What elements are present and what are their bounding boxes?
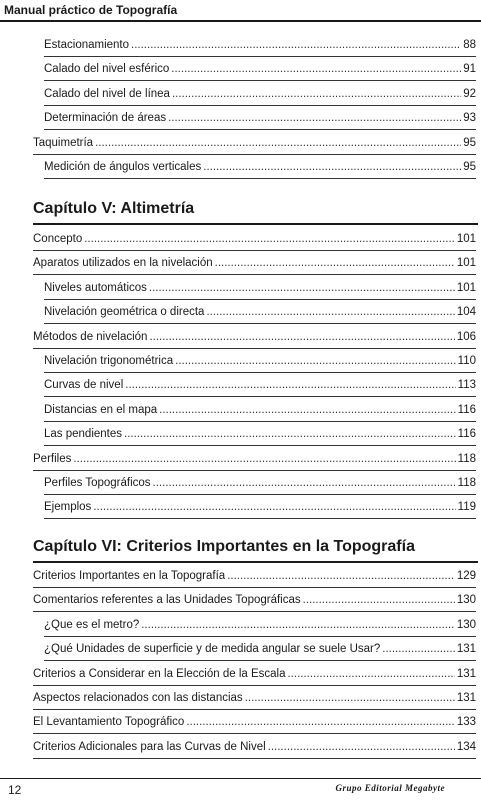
toc-entry[interactable]	[44, 278, 476, 300]
toc-entry-label: Aparatos utilizados en la nivelación	[33, 257, 213, 270]
dot-leader	[124, 428, 456, 440]
toc-entry-page: 118	[457, 452, 476, 465]
toc-entry[interactable]	[33, 133, 476, 155]
toc-entry-line	[44, 39, 476, 51]
dot-leader	[206, 306, 454, 318]
dot-leader	[303, 594, 455, 606]
toc-entry[interactable]	[44, 497, 476, 519]
toc-entry-label: Las pendientes	[44, 428, 123, 441]
toc-entry-page: 101	[456, 257, 476, 270]
dot-leader	[149, 282, 455, 294]
toc-entry[interactable]	[33, 712, 476, 734]
toc-entry[interactable]	[33, 566, 476, 588]
toc-entry[interactable]	[44, 35, 476, 57]
toc-entry[interactable]	[33, 327, 476, 349]
toc-entry-label: Estacionamiento	[44, 39, 130, 51]
toc-entry-label: Criterios Importantes en la Topografía	[33, 570, 226, 582]
toc-entry-label: Calado del nivel de línea	[44, 87, 170, 100]
toc-entry[interactable]	[33, 737, 476, 759]
toc-entry-page: 118	[457, 477, 476, 489]
toc-entry-label: Distancias en el mapa	[44, 403, 158, 416]
toc-entry-label: El Levantamiento Topográfico	[33, 716, 185, 729]
dot-leader	[93, 501, 455, 513]
toc-entry-page: 116	[457, 403, 476, 416]
dot-leader	[172, 88, 461, 100]
dot-leader	[125, 379, 455, 391]
publisher-name: Grupo Editorial Megabyte	[335, 783, 445, 793]
dot-leader	[245, 692, 455, 704]
toc-entry-page: 101	[456, 233, 476, 245]
toc-entry-line	[44, 88, 476, 100]
dot-leader	[227, 570, 455, 582]
dot-leader	[168, 112, 461, 124]
toc-entry-line	[33, 741, 476, 753]
toc-entry-label: Perfiles Topográficos	[44, 477, 151, 489]
toc-entry-page: 130	[456, 618, 476, 631]
toc-entry-label: Taquimetría	[33, 136, 94, 149]
toc-entry-line	[33, 137, 476, 149]
toc-entry[interactable]	[44, 108, 476, 130]
dot-leader	[84, 233, 455, 245]
dot-leader	[186, 716, 455, 728]
dot-leader	[131, 39, 461, 51]
toc-entry-line	[33, 668, 476, 680]
toc-entry[interactable]	[44, 84, 476, 106]
toc-entry-label: Curvas de nivel	[44, 379, 124, 392]
toc-entry[interactable]	[33, 590, 476, 612]
toc-entry-label: Métodos de nivelación	[33, 330, 148, 343]
dot-leader	[95, 137, 461, 149]
toc-entry-page: 131	[456, 667, 476, 680]
toc-entry-line	[33, 257, 476, 269]
toc-entry[interactable]	[44, 351, 476, 373]
toc-entry-line	[44, 379, 476, 391]
book-title: Manual práctico de Topografía	[4, 3, 178, 17]
toc-entry-page: 131	[456, 692, 476, 704]
toc-entry[interactable]	[44, 59, 476, 81]
toc-entry-line	[44, 619, 476, 631]
toc-entry-page: 129	[456, 570, 476, 582]
toc-entry[interactable]	[44, 302, 476, 324]
toc-entry-label: Nivelación trigonométrica	[44, 355, 174, 367]
toc-entry-page: 95	[463, 136, 476, 149]
toc-entry-label: Concepto	[33, 233, 83, 245]
toc-entry-line	[33, 594, 476, 606]
toc-entry-page: 131	[456, 643, 476, 656]
toc-entry-label: Criterios Adicionales para las Curvas de Nivel	[33, 740, 266, 753]
toc-entry[interactable]	[44, 400, 476, 422]
toc-entry-line	[44, 112, 476, 124]
toc-entry-line	[33, 331, 476, 343]
chapter-title: Capítulo V: Altimetría	[33, 200, 195, 217]
toc-entry[interactable]	[33, 688, 476, 710]
dot-leader	[73, 453, 455, 465]
toc-entry[interactable]	[44, 639, 476, 661]
toc-entry-page: 113	[457, 379, 476, 392]
toc-entry[interactable]	[44, 473, 476, 495]
toc-entry[interactable]	[44, 615, 476, 637]
toc-entry[interactable]	[33, 449, 476, 471]
chapter-rule	[33, 223, 478, 225]
toc-entry-label: Comentarios referentes a las Unidades Topográficas	[33, 594, 301, 607]
toc-entry-page: 104	[456, 306, 476, 319]
toc-entry-line	[44, 501, 476, 513]
toc-entry-page: 130	[456, 594, 476, 607]
dot-leader	[215, 257, 455, 269]
toc-entry-label: Medición de ángulos verticales	[44, 161, 202, 173]
dot-leader	[175, 355, 456, 367]
toc-entry-line	[44, 643, 476, 655]
toc-entry[interactable]	[44, 424, 476, 446]
toc-entry-line	[33, 233, 476, 245]
chapter-rule	[33, 561, 478, 563]
toc-entry-line	[44, 306, 476, 318]
toc-entry[interactable]	[33, 253, 476, 275]
toc-entry-page: 101	[456, 281, 476, 294]
dot-leader	[382, 643, 455, 655]
toc-entry-line	[33, 570, 476, 582]
chapter-title: Capítulo VI: Criterios Importantes en la Topografía	[33, 538, 415, 555]
toc-entry-line	[44, 404, 476, 416]
toc-entry-page: 92	[463, 87, 476, 100]
dot-leader	[149, 331, 454, 343]
toc-entry-label: Perfiles	[33, 452, 72, 465]
dot-leader	[153, 477, 456, 489]
toc-entry-line	[33, 716, 476, 728]
toc-entry[interactable]	[33, 664, 476, 686]
toc-entry-label: Niveles automáticos	[44, 281, 147, 294]
toc-entry-label: Nivelación geométrica o directa	[44, 306, 205, 319]
toc-entry-label: Calado del nivel esférico	[44, 63, 170, 76]
toc-entry-line	[44, 477, 476, 489]
toc-entry-line	[33, 692, 476, 704]
toc-entry[interactable]	[44, 375, 476, 397]
toc-entry-label: Ejemplos	[44, 501, 92, 514]
toc-entry-page: 88	[463, 39, 476, 51]
toc-entry-line	[44, 282, 476, 294]
dot-leader	[159, 404, 456, 416]
toc-entry-label: ¿Qué Unidades de superficie y de medida angular se suele Usar?	[44, 643, 381, 656]
toc-entry-page: 134	[456, 740, 476, 753]
toc-entry-page: 93	[463, 112, 476, 125]
toc-entry-page: 110	[457, 355, 476, 367]
toc-entry-line	[44, 428, 476, 440]
toc-entry-page: 119	[457, 501, 476, 514]
toc-entry-line	[44, 161, 476, 173]
toc-entry-page: 91	[463, 63, 476, 76]
footer-rule	[0, 778, 481, 779]
dot-leader	[287, 668, 454, 680]
toc-entry-line	[33, 453, 476, 465]
dot-leader	[141, 619, 455, 631]
toc-entry-label: ¿Que es el metro?	[44, 618, 140, 631]
toc-entry-line	[44, 355, 476, 367]
toc-entry-page: 116	[457, 428, 476, 441]
dot-leader	[203, 161, 461, 173]
page-number: 12	[8, 783, 22, 797]
toc-entry-label: Determinación de áreas	[44, 112, 167, 125]
toc-entry-label: Aspectos relacionados con las distancias	[33, 692, 243, 704]
dot-leader	[171, 63, 461, 75]
toc-entry-page: 95	[463, 161, 476, 173]
toc-entry-line	[44, 63, 476, 75]
dot-leader	[268, 741, 455, 753]
toc-entry-label: Criterios a Considerar en la Elección de la Escala	[33, 667, 286, 680]
toc-entry[interactable]	[33, 229, 476, 251]
toc-entry[interactable]	[44, 157, 476, 179]
toc-entry-page: 106	[456, 330, 476, 343]
toc-entry-page: 133	[456, 716, 476, 729]
